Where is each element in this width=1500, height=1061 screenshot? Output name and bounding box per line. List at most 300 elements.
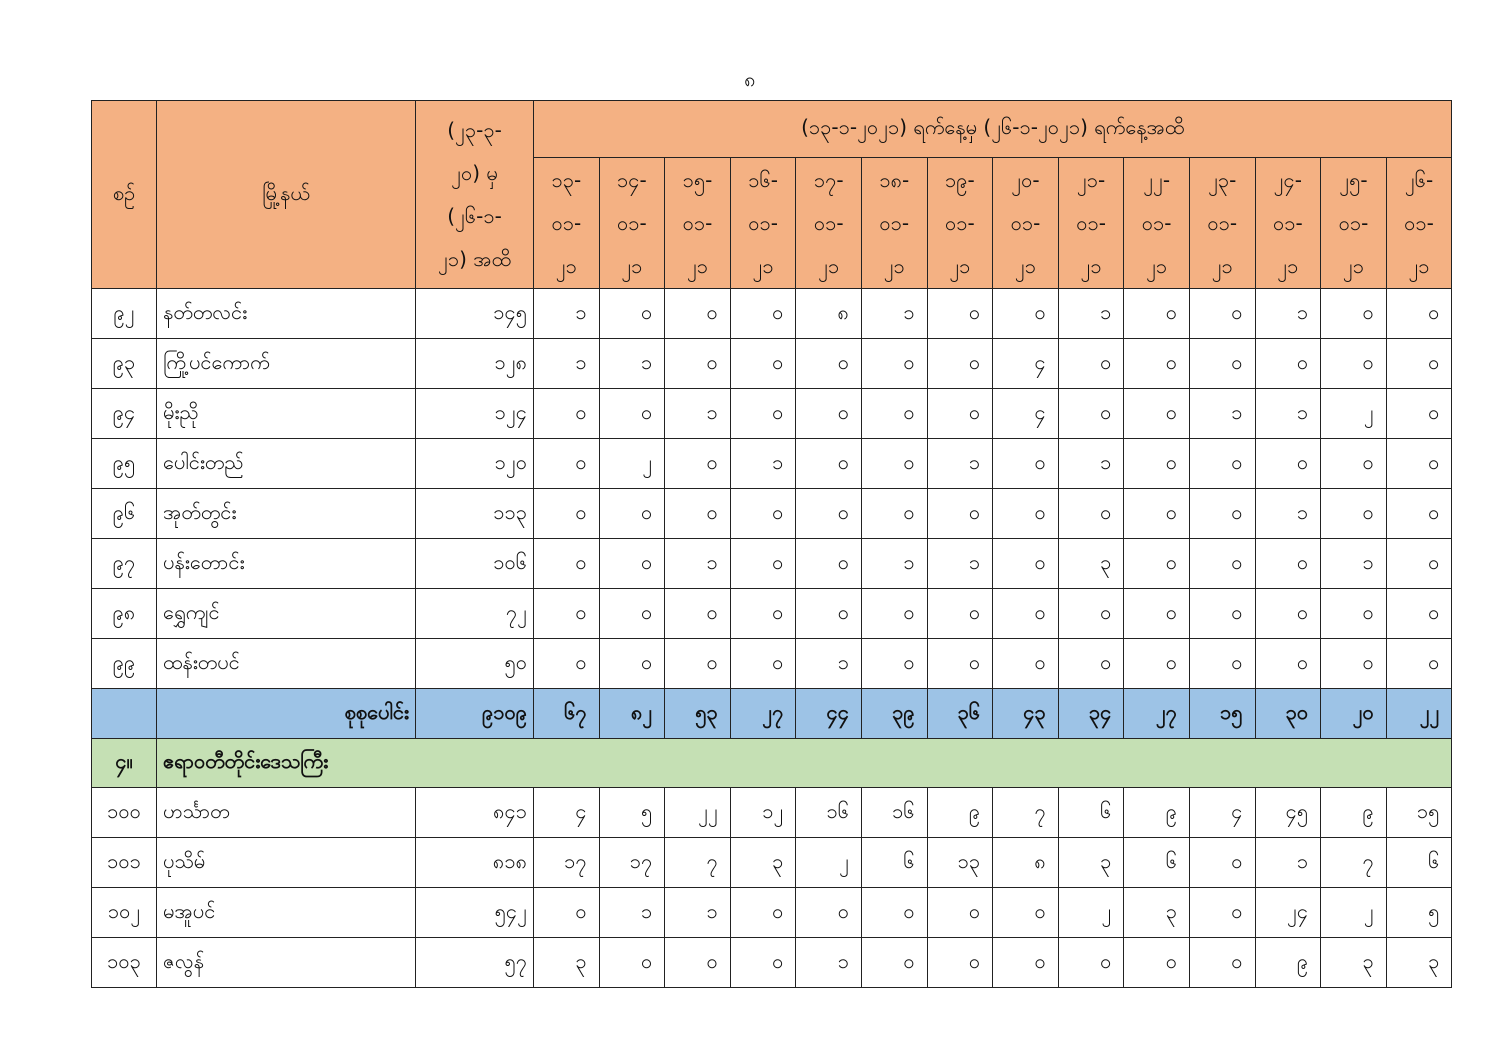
- sum-daily-value: ၁၅: [1189, 689, 1255, 739]
- row-serial-no: ၁၀၂: [92, 888, 157, 938]
- row-daily-value: ၂: [1321, 389, 1387, 439]
- row-daily-value: ၃: [1321, 938, 1387, 988]
- row-daily-value: ၀: [1321, 339, 1387, 389]
- row-daily-value: ၀: [1189, 639, 1255, 689]
- row-daily-value: ၀: [534, 639, 600, 689]
- row-daily-value: ၀: [993, 639, 1059, 689]
- row-township-name: ပုသိမ်: [157, 838, 416, 888]
- row-daily-value: ၀: [861, 589, 927, 639]
- row-daily-value: ၀: [1386, 289, 1452, 339]
- table-row: [92, 539, 1452, 589]
- row-daily-value: ၀: [599, 489, 665, 539]
- region-row: [92, 739, 1452, 788]
- row-daily-value: ၀: [861, 938, 927, 988]
- row-daily-value: ၂: [796, 838, 862, 888]
- row-daily-value: ၆: [861, 838, 927, 888]
- row-daily-value: ၀: [1321, 639, 1387, 689]
- header-date: [993, 158, 1059, 289]
- row-daily-value: ၀: [1189, 589, 1255, 639]
- row-daily-value: ၀: [1255, 589, 1321, 639]
- row-daily-value: ၁: [927, 439, 993, 489]
- header-date: [599, 158, 665, 289]
- row-daily-value: ၈: [796, 289, 862, 339]
- row-daily-value: ၁၇: [599, 838, 665, 888]
- header-date-part: ၀၁-: [1338, 210, 1369, 235]
- row-daily-value: ၀: [927, 389, 993, 439]
- row-daily-value: ၀: [796, 389, 862, 439]
- row-daily-value: ၂၄: [1255, 888, 1321, 938]
- header-date-part: ၀၁-: [1207, 210, 1238, 235]
- row-daily-value: ၉: [1124, 788, 1190, 838]
- header-date: [1058, 158, 1124, 289]
- row-daily-value: ၁: [796, 639, 862, 689]
- row-daily-value: ၂: [1058, 888, 1124, 938]
- row-daily-value: ၀: [534, 389, 600, 439]
- row-daily-value: ၀: [1386, 439, 1452, 489]
- row-cumulative-total: ၁၂၀: [416, 439, 534, 489]
- row-cumulative-total: ၅၇: [416, 938, 534, 988]
- row-daily-value: ၀: [1124, 339, 1190, 389]
- row-serial-no: ၉၂: [92, 289, 157, 339]
- row-daily-value: ၆: [1124, 838, 1190, 888]
- row-cumulative-total: ၅၄၂: [416, 888, 534, 938]
- sum-daily-value: ၃၀: [1255, 689, 1321, 739]
- row-daily-value: ၀: [1189, 838, 1255, 888]
- row-daily-value: ၉: [927, 788, 993, 838]
- row-daily-value: ၀: [599, 938, 665, 988]
- row-daily-value: ၀: [534, 589, 600, 639]
- header-date: [1386, 158, 1452, 289]
- row-daily-value: ၁၃: [927, 838, 993, 888]
- row-township-name: မိုးညို: [157, 389, 416, 439]
- row-daily-value: ၁၂: [730, 788, 796, 838]
- header-date-part: ၁၈-: [879, 167, 910, 192]
- row-daily-value: ၀: [1124, 439, 1190, 489]
- row-daily-value: ၀: [1189, 289, 1255, 339]
- row-daily-value: ၀: [993, 489, 1059, 539]
- row-daily-value: ၀: [861, 639, 927, 689]
- sum-label: စုစုပေါင်း: [157, 689, 416, 739]
- row-daily-value: ၀: [1058, 589, 1124, 639]
- row-daily-value: ၀: [665, 639, 731, 689]
- row-serial-no: ၉၈: [92, 589, 157, 639]
- row-daily-value: ၀: [796, 539, 862, 589]
- header-date: [927, 158, 993, 289]
- row-township-name: နတ်တလင်း: [157, 289, 416, 339]
- sum-daily-value: ၃၄: [1058, 689, 1124, 739]
- row-daily-value: ၃: [1386, 938, 1452, 988]
- row-daily-value: ၀: [796, 489, 862, 539]
- header-date-part: ၁၃-: [551, 167, 582, 192]
- sum-daily-value: ၂၂: [1386, 689, 1452, 739]
- row-daily-value: ၉: [1321, 788, 1387, 838]
- sum-row: [92, 689, 1452, 739]
- row-daily-value: ၅: [599, 788, 665, 838]
- row-daily-value: ၂၂: [665, 788, 731, 838]
- table-row: [92, 389, 1452, 439]
- header-date-part: ၂၁: [1277, 253, 1299, 278]
- table-row: [92, 339, 1452, 389]
- row-serial-no: ၉၃: [92, 339, 157, 389]
- row-daily-value: ၄၅: [1255, 788, 1321, 838]
- row-daily-value: ၀: [1058, 389, 1124, 439]
- row-daily-value: ၀: [1189, 938, 1255, 988]
- header-date-part: ၂၄-: [1273, 167, 1302, 192]
- row-daily-value: ၀: [534, 539, 600, 589]
- row-cumulative-total: ၅၀: [416, 639, 534, 689]
- header-cumulative-total: (၂၃-၃- ၂၀) မှ (၂၆-၁- ၂၁) အထိ: [416, 101, 534, 289]
- row-daily-value: ၀: [1189, 888, 1255, 938]
- header-date-part: ၂၁: [1146, 253, 1168, 278]
- row-serial-no: ၉၉: [92, 639, 157, 689]
- row-cumulative-total: ၁၄၅: [416, 289, 534, 339]
- row-cumulative-total: ၁၂၈: [416, 339, 534, 389]
- header-date-part: ၁၆-: [748, 167, 778, 192]
- header-date-part: ၂၁: [883, 253, 905, 278]
- row-serial-no: ၉၆: [92, 489, 157, 539]
- row-daily-value: ၃: [1124, 888, 1190, 938]
- table-row: [92, 639, 1452, 689]
- row-daily-value: ၀: [599, 389, 665, 439]
- row-serial-no: ၉၇: [92, 539, 157, 589]
- row-daily-value: ၀: [534, 489, 600, 539]
- table-header: [92, 101, 1452, 289]
- header-date-part: ၂၁: [555, 253, 577, 278]
- row-daily-value: ၀: [730, 589, 796, 639]
- row-serial-no: ၁၀၁: [92, 838, 157, 888]
- row-daily-value: ၄: [1189, 788, 1255, 838]
- row-daily-value: ၀: [1386, 589, 1452, 639]
- row-daily-value: ၀: [993, 289, 1059, 339]
- row-daily-value: ၀: [665, 439, 731, 489]
- row-daily-value: ၁: [861, 539, 927, 589]
- table-row: [92, 788, 1452, 838]
- row-daily-value: ၁: [599, 888, 665, 938]
- row-daily-value: ၀: [599, 589, 665, 639]
- header-township: မြို့နယ်: [157, 101, 416, 289]
- row-daily-value: ၁: [534, 289, 600, 339]
- header-date-part: ၀၁-: [748, 210, 778, 235]
- row-daily-value: ၁: [1255, 489, 1321, 539]
- row-township-name: အုတ်တွင်း: [157, 489, 416, 539]
- header-date-part: ၀၁-: [682, 210, 713, 235]
- row-daily-value: ၀: [796, 439, 862, 489]
- row-daily-value: ၄: [534, 788, 600, 838]
- header-date-part: ၀၁-: [617, 210, 647, 235]
- header-serial-no: စဉ်: [92, 101, 157, 289]
- row-daily-value: ၀: [1386, 489, 1452, 539]
- row-daily-value: ၆: [1386, 838, 1452, 888]
- row-serial-no: ၁၀၃: [92, 938, 157, 988]
- row-daily-value: ၀: [927, 339, 993, 389]
- row-cumulative-total: ၁၀၆: [416, 539, 534, 589]
- row-daily-value: ၀: [730, 489, 796, 539]
- sum-daily-value: ၄၃: [993, 689, 1059, 739]
- row-township-name: ပန်းတောင်း: [157, 539, 416, 589]
- row-daily-value: ၀: [730, 539, 796, 589]
- row-township-name: မအူပင်: [157, 888, 416, 938]
- row-daily-value: ၀: [861, 439, 927, 489]
- row-daily-value: ၀: [665, 589, 731, 639]
- header-date-part: ၁၇-: [813, 167, 844, 192]
- row-daily-value: ၀: [665, 339, 731, 389]
- row-daily-value: ၈: [993, 838, 1059, 888]
- row-daily-value: ၉: [1255, 938, 1321, 988]
- row-daily-value: ၅: [1386, 888, 1452, 938]
- row-daily-value: ၀: [993, 888, 1059, 938]
- row-daily-value: ၃: [534, 938, 600, 988]
- row-daily-value: ၀: [927, 589, 993, 639]
- header-date-part: ၀၁-: [551, 210, 582, 235]
- header-date-part: ၂၁: [621, 253, 643, 278]
- table-row: [92, 838, 1452, 888]
- row-township-name: ထန်းတပင်: [157, 639, 416, 689]
- row-daily-value: ၀: [1058, 339, 1124, 389]
- header-date-part: ၂၁: [686, 253, 709, 278]
- row-daily-value: ၀: [796, 888, 862, 938]
- row-daily-value: ၀: [1124, 389, 1190, 439]
- header-date-part: ၂၁-: [1076, 167, 1106, 192]
- header-date: [665, 158, 731, 289]
- row-daily-value: ၀: [796, 339, 862, 389]
- row-daily-value: ၁: [1058, 289, 1124, 339]
- row-daily-value: ၀: [1124, 639, 1190, 689]
- row-daily-value: ၃: [1058, 539, 1124, 589]
- row-daily-value: ၁: [861, 289, 927, 339]
- header-date-part: ၀၁-: [1272, 210, 1303, 235]
- header-date-part: ၀၁-: [879, 210, 910, 235]
- row-daily-value: ၇: [665, 838, 731, 888]
- header-date-part: ၂၁: [818, 253, 840, 278]
- row-daily-value: ၀: [1189, 339, 1255, 389]
- row-daily-value: ၀: [1386, 639, 1452, 689]
- sum-daily-value: ၃၆: [927, 689, 993, 739]
- header-date-part: ၂၂-: [1143, 167, 1171, 192]
- row-daily-value: ၀: [796, 589, 862, 639]
- header-date: [534, 158, 600, 289]
- sum-blank-cell: [92, 689, 157, 739]
- row-daily-value: ၇: [1321, 838, 1387, 888]
- row-daily-value: ၀: [599, 639, 665, 689]
- row-township-name: ဟင်္သာတ: [157, 788, 416, 838]
- row-daily-value: ၁: [1255, 289, 1321, 339]
- row-daily-value: ၀: [993, 539, 1059, 589]
- row-daily-value: ၀: [1255, 639, 1321, 689]
- row-daily-value: ၀: [730, 289, 796, 339]
- header-date-part: ၂၁: [1014, 253, 1036, 278]
- table-row: [92, 938, 1452, 988]
- row-daily-value: ၀: [1255, 439, 1321, 489]
- row-daily-value: ၁: [665, 389, 731, 439]
- row-daily-value: ၀: [1058, 489, 1124, 539]
- row-daily-value: ၁: [665, 539, 731, 589]
- row-daily-value: ၁: [796, 938, 862, 988]
- row-daily-value: ၂: [599, 439, 665, 489]
- row-serial-no: ၁၀၀: [92, 788, 157, 838]
- table-row: [92, 289, 1452, 339]
- row-daily-value: ၀: [665, 289, 731, 339]
- row-daily-value: ၀: [1124, 938, 1190, 988]
- row-daily-value: ၀: [1189, 439, 1255, 489]
- header-date-part: ၂၁: [1080, 253, 1102, 278]
- row-daily-value: ၀: [730, 888, 796, 938]
- row-daily-value: ၂: [1321, 888, 1387, 938]
- row-daily-value: ၁၅: [1386, 788, 1452, 838]
- row-daily-value: ၀: [1386, 539, 1452, 589]
- sum-daily-value: ၅၃: [665, 689, 731, 739]
- header-date-part: ၀၁-: [1404, 210, 1434, 235]
- row-cumulative-total: ၈၄၁: [416, 788, 534, 838]
- table-row: [92, 589, 1452, 639]
- row-daily-value: ၀: [927, 289, 993, 339]
- row-daily-value: ၁: [1255, 838, 1321, 888]
- row-daily-value: ၀: [993, 938, 1059, 988]
- row-daily-value: ၀: [534, 439, 600, 489]
- row-daily-value: ၀: [730, 639, 796, 689]
- row-daily-value: ၀: [730, 339, 796, 389]
- header-date-part: ၀၁-: [813, 210, 844, 235]
- row-daily-value: ၀: [1124, 539, 1190, 589]
- header-period-title: (၁၃-၁-၂၀၂၁) ရက်နေ့မှ (၂၆-၁-၂၀၂၁) ရက်နေ့အထိ: [534, 101, 1452, 158]
- row-daily-value: ၀: [1386, 389, 1452, 439]
- header-date-part: ၂၁: [1211, 253, 1233, 278]
- row-daily-value: ၁၇: [534, 838, 600, 888]
- row-cumulative-total: ၁၂၄: [416, 389, 534, 439]
- sum-daily-value: ၆၇: [534, 689, 600, 739]
- row-daily-value: ၃: [1058, 838, 1124, 888]
- row-daily-value: ၀: [1058, 639, 1124, 689]
- sum-daily-value: ၂၇: [730, 689, 796, 739]
- row-daily-value: ၀: [1124, 589, 1190, 639]
- row-daily-value: ၀: [730, 389, 796, 439]
- table-row: [92, 439, 1452, 489]
- row-daily-value: ၀: [1386, 339, 1452, 389]
- header-date-part: ၂၆-: [1404, 167, 1434, 192]
- row-daily-value: ၀: [927, 938, 993, 988]
- row-daily-value: ၀: [1321, 589, 1387, 639]
- row-daily-value: ၀: [1321, 289, 1387, 339]
- region-name: ဧရာဝတီတိုင်းဒေသကြီး: [157, 739, 1452, 788]
- sum-total: ၉၁၀၉: [416, 689, 534, 739]
- row-daily-value: ၁: [730, 439, 796, 489]
- row-cumulative-total: ၁၁၃: [416, 489, 534, 539]
- row-daily-value: ၀: [1321, 439, 1387, 489]
- row-daily-value: ၀: [861, 489, 927, 539]
- row-daily-value: ၀: [599, 289, 665, 339]
- region-number: ၄။: [92, 739, 157, 788]
- row-daily-value: ၀: [1321, 489, 1387, 539]
- header-date-part: ၂၁: [949, 253, 971, 278]
- row-daily-value: ၁: [927, 539, 993, 589]
- header-date: [1255, 158, 1321, 289]
- header-date-part: ၀၁-: [1010, 210, 1041, 235]
- sum-daily-value: ၂၇: [1124, 689, 1190, 739]
- header-date-part: ၁၅-: [682, 167, 713, 192]
- header-date-part: ၂၀-: [1011, 167, 1040, 192]
- row-daily-value: ၀: [1189, 539, 1255, 589]
- row-daily-value: ၇: [993, 788, 1059, 838]
- header-date: [1124, 158, 1190, 289]
- row-daily-value: ၀: [1189, 489, 1255, 539]
- row-daily-value: ၁၆: [796, 788, 862, 838]
- row-cumulative-total: ၇၂: [416, 589, 534, 639]
- header-date-part: ၂၁: [1342, 253, 1364, 278]
- row-daily-value: ၀: [665, 489, 731, 539]
- header-date-part: ၁၄-: [617, 167, 647, 192]
- row-daily-value: ၀: [665, 938, 731, 988]
- row-daily-value: ၀: [861, 339, 927, 389]
- row-daily-value: ၀: [1255, 539, 1321, 589]
- header-date-part: ၂၁: [1408, 253, 1430, 278]
- row-daily-value: ၀: [927, 888, 993, 938]
- row-township-name: ပေါင်းတည်: [157, 439, 416, 489]
- row-daily-value: ၁၆: [861, 788, 927, 838]
- row-daily-value: ၀: [730, 938, 796, 988]
- sum-daily-value: ၄၄: [796, 689, 862, 739]
- row-township-name: ကြို့ပင်ကောက်: [157, 339, 416, 389]
- header-date-part: ၂၅-: [1339, 167, 1368, 192]
- row-daily-value: ၃: [730, 838, 796, 888]
- row-daily-value: ၀: [534, 888, 600, 938]
- header-date-part: ၀၁-: [1141, 210, 1172, 235]
- row-daily-value: ၀: [599, 539, 665, 589]
- covid-cases-table: [91, 100, 1452, 988]
- row-daily-value: ၀: [993, 589, 1059, 639]
- row-daily-value: ၀: [993, 439, 1059, 489]
- row-daily-value: ၀: [927, 489, 993, 539]
- row-daily-value: ၀: [1255, 339, 1321, 389]
- header-date-part: ၂၁: [752, 253, 774, 278]
- row-serial-no: ၉၅: [92, 439, 157, 489]
- header-date-part: ၀၁-: [945, 210, 975, 235]
- row-daily-value: ၁: [665, 888, 731, 938]
- row-daily-value: ၄: [993, 339, 1059, 389]
- header-date: [730, 158, 796, 289]
- sum-daily-value: ၈၂: [599, 689, 665, 739]
- row-daily-value: ၀: [1124, 489, 1190, 539]
- row-daily-value: ၁: [1255, 389, 1321, 439]
- row-daily-value: ၁: [1189, 389, 1255, 439]
- row-daily-value: ၁: [1058, 439, 1124, 489]
- header-date: [861, 158, 927, 289]
- header-date: [1189, 158, 1255, 289]
- header-date: [796, 158, 862, 289]
- row-daily-value: ၆: [1058, 788, 1124, 838]
- sum-daily-value: ၃၉: [861, 689, 927, 739]
- table-row: [92, 888, 1452, 938]
- header-date-part: ၁၉-: [945, 167, 975, 192]
- row-township-name: ဇလွန်: [157, 938, 416, 988]
- row-daily-value: ၁: [599, 339, 665, 389]
- header-date: [1321, 158, 1387, 289]
- row-daily-value: ၁: [1321, 539, 1387, 589]
- row-cumulative-total: ၈၁၈: [416, 838, 534, 888]
- row-daily-value: ၀: [927, 639, 993, 689]
- row-township-name: ရွှေကျင်: [157, 589, 416, 639]
- page-number: ၈: [744, 67, 756, 91]
- table-row: [92, 489, 1452, 539]
- row-daily-value: ၀: [1058, 938, 1124, 988]
- row-daily-value: ၀: [1124, 289, 1190, 339]
- row-serial-no: ၉၄: [92, 389, 157, 439]
- row-daily-value: ၀: [861, 389, 927, 439]
- row-daily-value: ၄: [993, 389, 1059, 439]
- row-daily-value: ၀: [861, 888, 927, 938]
- row-daily-value: ၁: [534, 339, 600, 389]
- header-date-part: ၀၁-: [1076, 210, 1106, 235]
- header-date-part: ၂၃-: [1208, 167, 1237, 192]
- sum-daily-value: ၂၀: [1321, 689, 1387, 739]
